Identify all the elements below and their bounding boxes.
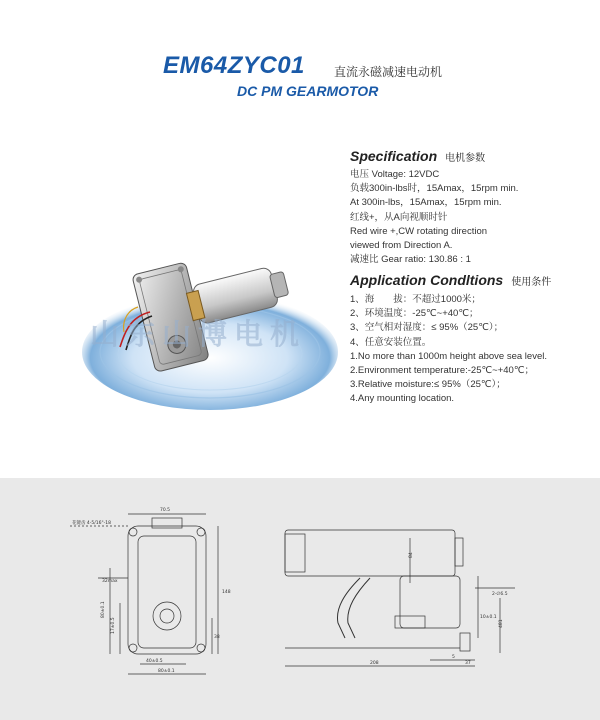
application-list: [350, 293, 547, 407]
dim-label: 70.5: [160, 508, 171, 513]
dim-label: 37: [465, 661, 471, 666]
dim-label: 84: [409, 552, 414, 558]
technical-drawing: [0, 478, 600, 720]
model-title-cn: 直流永磁减速电动机: [334, 65, 443, 79]
dim-label: 5: [452, 655, 455, 660]
app-line: 4.Any mounting location.: [350, 393, 455, 405]
dim-label: 208: [370, 661, 379, 666]
side-view-motor: [285, 530, 455, 576]
technical-drawing-panel: [0, 478, 600, 720]
spec-line: 电压 Voltage: 12VDC: [350, 169, 440, 180]
app-line: 4、任意安装位置。: [350, 336, 432, 348]
front-view-outline: [128, 526, 206, 654]
specification-list: [350, 168, 518, 267]
app-line: 2.Environment temperature:-25℃~+40℃；: [350, 365, 534, 377]
application-heading-text: Application Condltions: [350, 272, 504, 288]
dim-label: 80±0.1: [101, 601, 106, 618]
app-line: 3、空气相对湿度：≤ 95%（25℃）；: [350, 322, 504, 334]
dim-label: 17±0.5: [111, 617, 116, 634]
dim-label: 32max: [102, 579, 118, 584]
dim-label: 2-∅6.5: [492, 592, 508, 597]
specification-heading: [350, 148, 485, 164]
dim-label: 38: [214, 635, 220, 640]
spec-line: viewed from Direction A.: [350, 240, 453, 252]
dim-label: 花键齿 4-5/16"-18: [72, 521, 111, 526]
watermark: 山东山博电机: [90, 319, 307, 351]
dim-label: 10±0.1: [480, 615, 497, 620]
app-line: 1、海 拔：不超过1000米；: [350, 294, 481, 305]
dimension-labels: [72, 507, 508, 674]
dim-label: 80±0.1: [158, 669, 175, 674]
spec-line: Red wire +,CW rotating direction: [350, 225, 488, 237]
dim-label: 481: [499, 619, 504, 628]
dim-label: 148: [222, 590, 231, 595]
specification-heading-text: Specification: [350, 148, 438, 164]
specification-heading-cn: 电机参数: [445, 153, 486, 164]
spec-line: 红线+，从A向视顺时针: [350, 211, 448, 223]
side-view-gearbox: [400, 576, 460, 628]
spec-line: At 300in-lbs，15Amax，15rpm min.: [350, 197, 502, 209]
app-line: 2、环境温度：-25℃~+40℃；: [350, 308, 479, 320]
application-heading-cn: 使用条件: [511, 277, 552, 288]
model-title: EM64ZYC01: [163, 52, 305, 79]
spec-line: 负载300in-lbs时，15Amax，15rpm min.: [350, 183, 519, 195]
dim-label: 40±0.5: [146, 659, 163, 664]
app-line: 1.No more than 1000m height above sea level.: [350, 350, 547, 362]
app-line: 3.Relative moisture:≤ 95%（25℃）；: [350, 379, 506, 391]
product-subtitle: DC PM GEARMOTOR: [237, 83, 379, 99]
application-heading: [350, 272, 551, 288]
spec-line: 减速比 Gear ratio: 130.86 : 1: [350, 254, 471, 266]
